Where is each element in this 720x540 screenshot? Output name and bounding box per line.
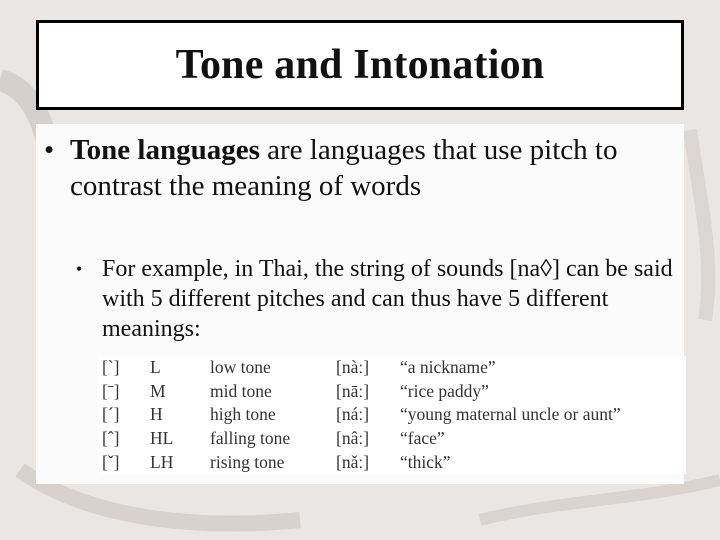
tone-table: [98, 356, 686, 474]
tone-name: high tone: [210, 404, 276, 425]
tone-gloss: “young maternal uncle or aunt”: [400, 404, 621, 425]
tone-gloss: “a nickname”: [400, 357, 496, 378]
slide-title: Tone and Intonation: [175, 42, 545, 88]
tone-ipa: [nàː]: [336, 357, 370, 378]
tone-ipa: [nāː]: [336, 380, 370, 401]
tone-row: [98, 427, 686, 451]
tone-row: [98, 356, 686, 380]
tone-row: [98, 450, 686, 474]
bullet-dot: •: [44, 134, 55, 166]
tone-gloss: “thick”: [400, 451, 451, 472]
sub-bullet-dot: •: [76, 259, 83, 279]
tone-code: HL: [150, 428, 174, 449]
tone-mark: [ˇ]: [102, 451, 120, 472]
tone-name: rising tone: [210, 451, 285, 472]
tone-mark: [ˊ]: [102, 404, 120, 425]
tone-code: LH: [150, 451, 174, 472]
tone-code: M: [150, 380, 166, 401]
content-area: [36, 124, 684, 484]
tone-name: low tone: [210, 357, 271, 378]
tone-row: [98, 380, 686, 404]
tone-mark: [ˆ]: [102, 428, 120, 449]
tone-ipa: [náː]: [336, 404, 370, 425]
tone-gloss: “face”: [400, 428, 445, 449]
tone-ipa: [nǎː]: [336, 451, 370, 472]
term-tone-languages: Tone languages: [70, 134, 260, 166]
tone-mark: [ˉ]: [102, 380, 120, 401]
tone-name: mid tone: [210, 380, 272, 401]
title-box: [36, 20, 684, 110]
tone-ipa: [nâː]: [336, 428, 370, 449]
main-bullet-rest: are languages that use pitch to contrast the meaning of words: [70, 134, 618, 202]
tone-name: falling tone: [210, 428, 291, 449]
sub-bullet-text: For example, in Thai, the string of sounds [na◊] can be said with 5 different pitches and can thus have 5 different meanings:: [102, 256, 673, 342]
tone-code: L: [150, 357, 161, 378]
tone-gloss: “rice paddy”: [400, 380, 489, 401]
main-bullet-text: [70, 132, 682, 204]
tone-row: [98, 403, 686, 427]
tone-code: H: [150, 404, 163, 425]
tone-mark: [ˋ]: [102, 357, 120, 378]
